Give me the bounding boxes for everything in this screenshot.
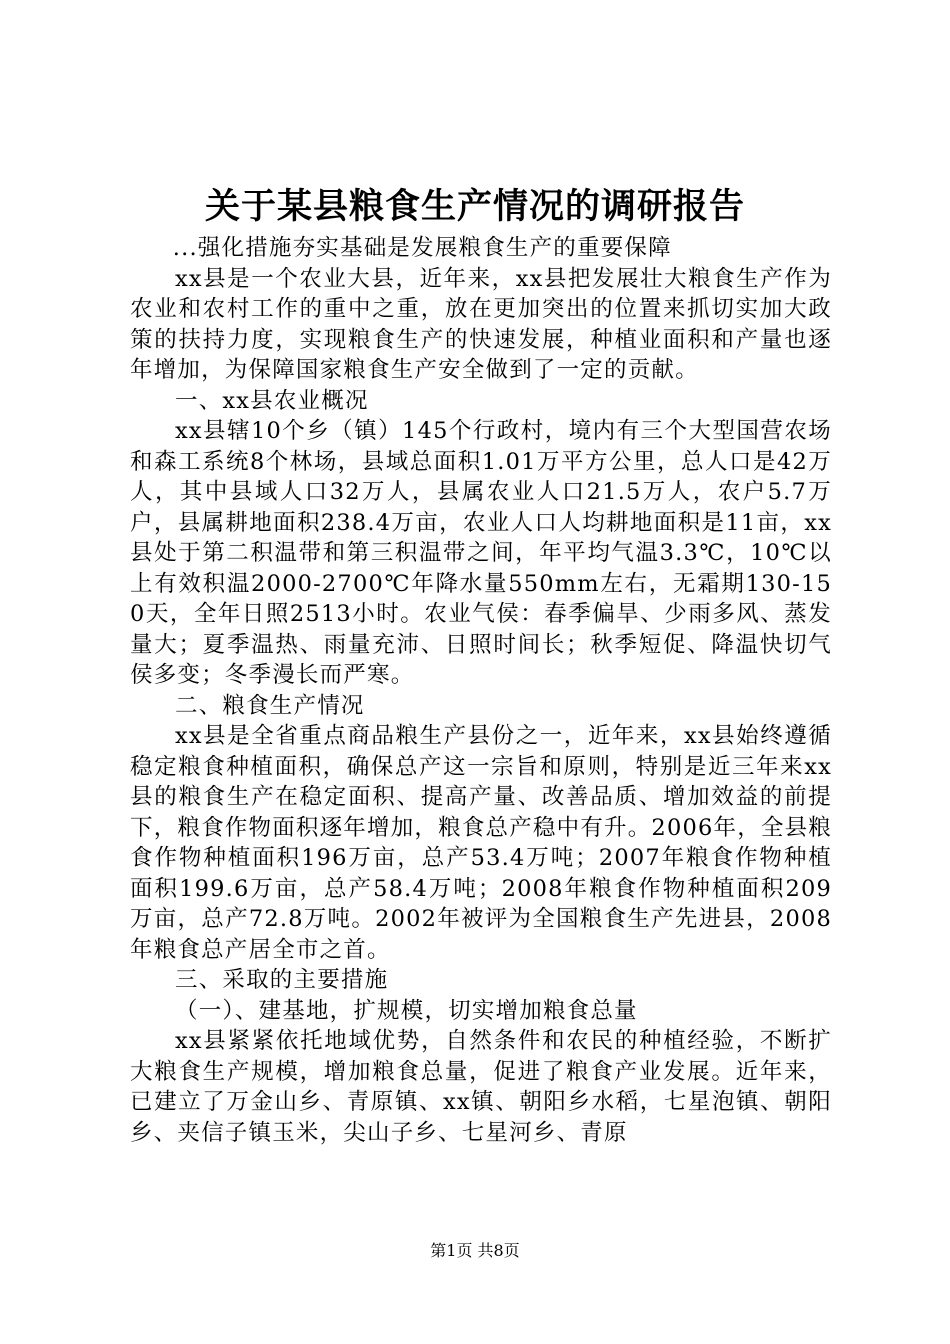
paragraph-overview: xx县辖10个乡（镇）145个行政村，境内有三个大型国营农场和森工系统8个林场，县域总面积1.01万平方公里，总人口是42万人，其中县域人口32万人，县属农业人口21.5万人，农户5.7万户，县属耕地面积238.4万亩，农业人口人均耕地面积是11亩，xx县处于第二积温带和第三积温带之间，年平均气温3.3℃，10℃以上有效积温2000-2700℃年降水量550mm左右，无霜期130-150天，全年日照2513小时。农业气侯：春季偏旱、少雨多风、蒸发量大；夏季温热、雨量充沛、日照时间长；秋季短促、降温快切气侯多变；冬季漫长而严寒。 xyxy=(130,418,832,688)
paragraph-measures: xx县紧紧依托地域优势，自然条件和农民的种植经验，不断扩大粮食生产规模，增加粮食总量，促进了粮食产业发展。近年来，已建立了万金山乡、青原镇、xx镇、朝阳乡水稻，七星泡镇、朝阳乡、夹信子镇玉米，尖山子乡、七星河乡、青原 xyxy=(130,1028,832,1146)
document-body xyxy=(130,233,832,1148)
section-heading-3: 三、采取的主要措施 xyxy=(175,967,389,993)
paragraph-intro: xx县是一个农业大县，近年来，xx县把发展壮大粮食生产作为农业和农村工作的重中之重，放在更加突出的位置来抓切实加大政策的扶持力度，实现粮食生产的快速发展，种植业面积和产量也逐年增加，为保障国家粮食生产安全做到了一定的贡献。 xyxy=(130,265,832,383)
section-heading-1: 一、xx县农业概况 xyxy=(175,387,369,414)
section-heading-2: 二、粮食生产情况 xyxy=(175,692,365,719)
paragraph-production: xx县是全省重点商品粮生产县份之一，近年来，xx县始终遵循稳定粮食种植面积，确保总产这一宗旨和原则，特别是近三年来xx县的粮食生产在稳定面积、提高产量、改善品质、增加效益的前提下，粮食作物面积逐年增加，粮食总产稳中有升。2006年，全县粮食作物种植面积196万亩，总产53.4万吨；2007年粮食作物种植面积199.6万亩，总产58.4万吨；2008年粮食作物种植面积209万亩，总产72.8万吨。2002年被评为全国粮食生产先进县，2008年粮食总产居全市之首。 xyxy=(130,723,832,963)
paragraph-subtitle: ...强化措施夯实基础是发展粮食生产的重要保障 xyxy=(172,235,672,261)
subsection-heading-1: （一）、建基地，扩规模，切实增加粮食总量 xyxy=(175,997,638,1024)
document-title: 关于某县粮食生产情况的调研报告 xyxy=(204,187,745,227)
page-footer: 第1页 共8页 xyxy=(430,1241,520,1260)
